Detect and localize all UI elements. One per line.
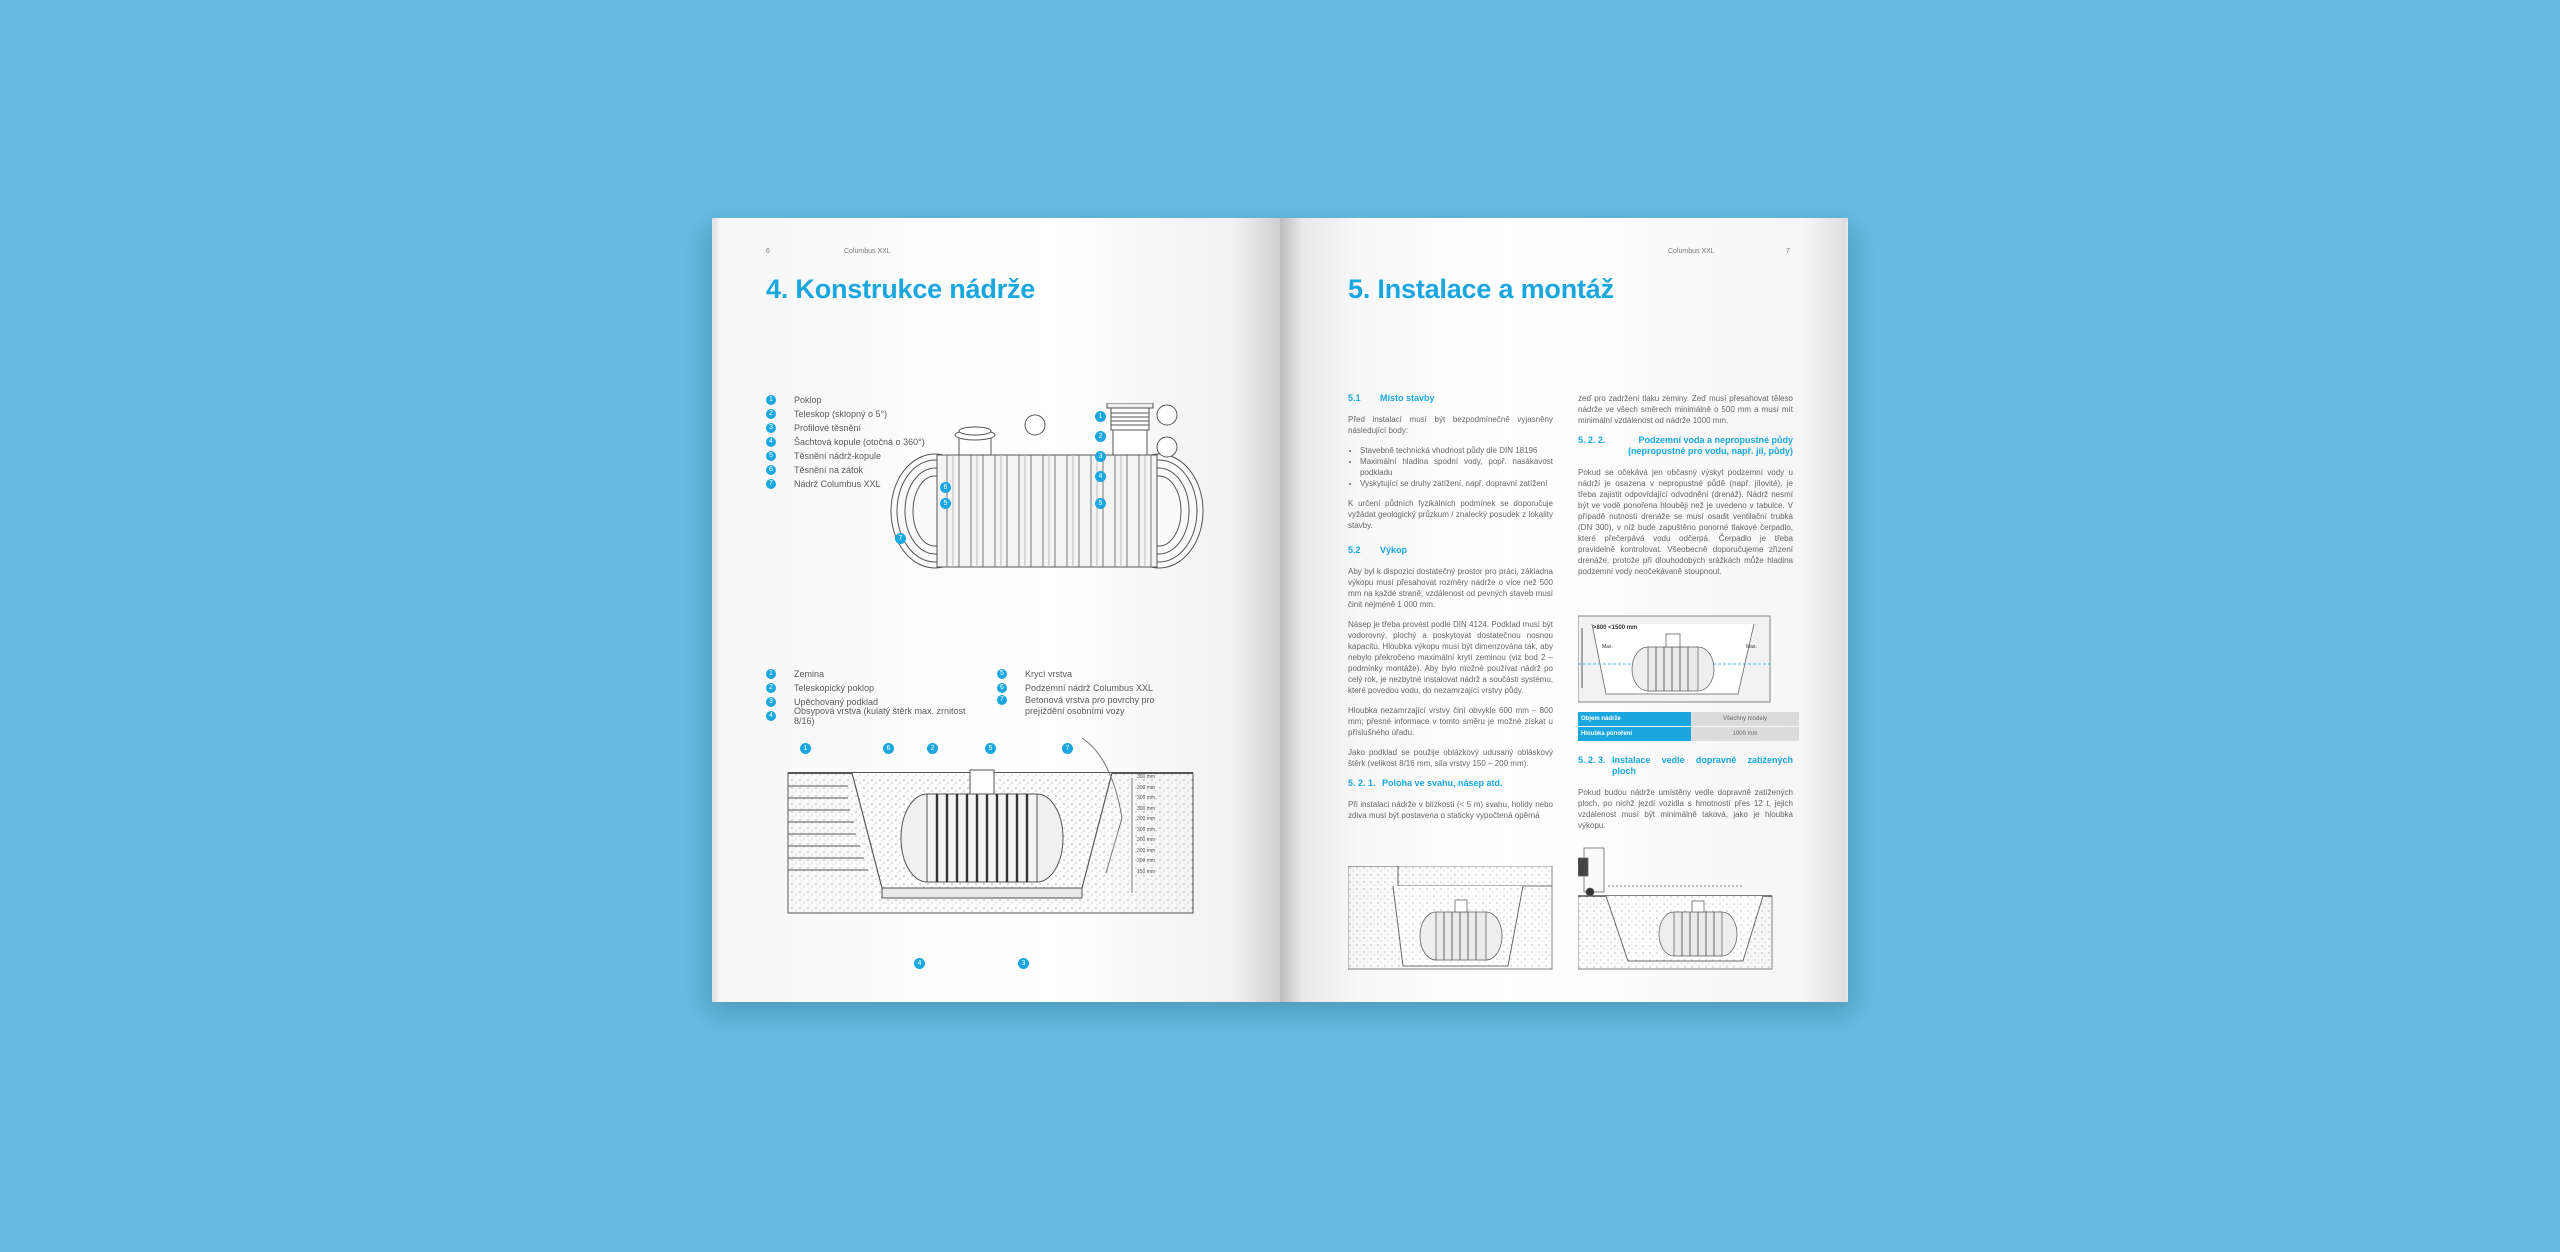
callout-badge: 4	[1095, 471, 1106, 482]
max-label-right: Max.	[1746, 644, 1757, 650]
callout-badge: 3	[1018, 958, 1029, 969]
legend-bottom-left	[766, 667, 986, 726]
callout-badge: 3	[1095, 451, 1106, 462]
number-badge: 4	[766, 711, 776, 721]
open-brochure	[712, 218, 1848, 1002]
immersion-table	[1578, 712, 1799, 741]
paragraph: Hloubka nezamrzající vrstvy činí obvykle 600 mm – 800 mm; přesné informace v tomto směru je možné získat u příslušného úřadu.	[1348, 706, 1553, 737]
running-title: Columbus XXL	[1668, 248, 1715, 255]
number-badge: 1	[766, 395, 776, 405]
legend-item: 7 Betonová vrstva pro povrchy pro prejíždění osobními vozy	[997, 695, 1197, 721]
paragraph: Pokud budou nádrže umístěny vedle dopravně zatížených ploch, po nichž jezdí vozidla s hmotností přes 12 t, jejich vzdálenost musí být minimálně taková, jako je hloubka výkopu.	[1578, 788, 1793, 830]
callout-badge: 7	[1062, 743, 1073, 754]
legend-item: 3 Profilové těsnění	[766, 421, 966, 435]
legend-item: 4 Obsypová vrstva (kulatý štěrk max. zrnitost 8/16)	[766, 709, 986, 723]
number-badge: 7	[766, 479, 776, 489]
section-heading: 5. 2. 1. Poloha ve svahu, násep atd.	[1348, 778, 1503, 788]
number-badge: 4	[766, 437, 776, 447]
max-label-left: Max.	[1602, 644, 1613, 650]
table-row: Hloubka ponoření 1000 mm	[1578, 727, 1799, 741]
legend-item: 5 Těsnění nádrž-kopule	[766, 449, 966, 463]
number-badge: 1	[766, 669, 776, 679]
legend-item: 3 Upěchovaný podklad	[766, 695, 986, 709]
paragraph: Pokud se očekává jen občasný výskyt podzemní vody u nádrží je osazena v nepropustné půdě (např. jílovité), je třeba zajistit odpovídající odvodnění (drenáž). Nádrž nesmí být ve vodě ponořena hlouběji než je uvedeno v tabulce. V případě nutnosti drenáže se musí osadit ventilační trubka (DN 300), v níž bude zapuštěno ponorné tlakové čerpadlo, které přečerpává vodu odčerpá. Čerpadlo je třeba pravidelně kontrolovat. Všeobecně doporučujeme zřízení drenáže, protože při dlouhodobých srážkách může hladina podzemní vody neočekávaně stoupnout.	[1578, 468, 1793, 576]
callout-badge: 7	[895, 533, 906, 544]
bullet-list: • Stavebně technická vhodnost půdy dle DIN 18196 • Maximální hladina spodní vody, popř. nasákavost podkladu • Vyskytující se druhy zatížení, např. dopravní zatížení	[1348, 445, 1553, 489]
tank-drawing	[887, 403, 1207, 583]
paragraph: Jako podklad se použije oblázkový udusaný obláskový štěrk (velikost 8/16 mm, síla vrstvy 150 – 200 mm).	[1348, 748, 1553, 768]
callout-badge: 5	[940, 498, 951, 509]
number-badge: 2	[766, 409, 776, 419]
slope-installation-diagram	[1348, 866, 1553, 970]
text-column-2	[1578, 393, 1793, 586]
legend-item: 6 Těsnění na zátok	[766, 463, 966, 477]
depth-range-label: >800 <1500 mm	[1593, 625, 1638, 631]
legend-item: 2 Teleskop (sklopný o 5°)	[766, 407, 966, 421]
callout-badge: 2	[1095, 431, 1106, 442]
number-badge: 7	[997, 695, 1007, 705]
callout-badge: 6	[883, 743, 894, 754]
number-badge: 6	[997, 683, 1007, 693]
callout-badge: 5	[985, 743, 996, 754]
left-page	[712, 218, 1280, 1002]
page-edge	[1846, 221, 1848, 999]
legend-item: 1 Poklop	[766, 393, 966, 407]
paragraph: Při instalaci nádrže v blízkosti (< 5 m) svahu, holidy nebo zdiva musí být postavena o staticky vypočtená opěrná	[1348, 800, 1553, 820]
section-heading: 5.2 Výkop	[1348, 545, 1408, 555]
paragraph: K určení půdních fyzikálních podmínek se doporučuje vyžádat geologický průzkum / znalecký posudek z lokality stavby.	[1348, 499, 1553, 530]
callout-badge: 4	[914, 958, 925, 969]
page-number: 7	[1786, 248, 1790, 255]
number-badge: 3	[766, 423, 776, 433]
paragraph: zeď pro zadržení tlaku zeminy. Zeď musí přesahovat těleso nádrže ve všech směrech minimálně o 500 mm a musí mít minimální vzdálenost od nádrže 1000 mm.	[1578, 394, 1793, 425]
paragraph: Aby byl k dispozici dostatečný prostor pro práci, základna výkopu musí přesahovat rozměry nádrže o více než 500 mm na každé straně, vzdálenost od pevných staveb musí činit nejméně 1 000 mm.	[1348, 567, 1553, 609]
table-row: Objem nádrže Všechny modely	[1578, 712, 1799, 726]
running-title: Columbus XXL	[844, 248, 891, 255]
section-heading: 5. 2. 2. Podzemní voda a nepropustné půdy (nepropustné pro vodu, např. jíl, půdy)	[1578, 435, 1793, 456]
traffic-area-diagram	[1578, 846, 1773, 970]
legend-item: 5 Krycí vrstva	[997, 667, 1197, 681]
number-badge: 5	[997, 669, 1007, 679]
legend-bottom-right	[997, 667, 1197, 721]
right-page	[1280, 218, 1848, 1002]
legend-item: 6 Podzemní nádrž Columbus XXL	[997, 681, 1197, 695]
depth-dimensions: 300 mm 300 mm 300 mm 300 mm 300 mm 300 mm 300 mm 300 mm 300 mm 150 mm	[1137, 774, 1156, 875]
paragraph: Před instalací musí být bezpodmínečně vyjasněny následující body:	[1348, 415, 1553, 435]
callout-badge: 1	[800, 743, 811, 754]
paragraph: Násep je třeba provést podle DIN 4124. Podklad musí být vodorovný, plochý a poskytovat dostatečnou nosnou kapacitu. Hloubka výkopu musí být dimenzována tak, aby nebylo překročeno maximální krytí zeminou (viz bod 2 – podmínky montáže). Aby bylo možné používat nádrž po celý rok, je nezbytné instalovat nádrž a součásti systému, které povedou vodu, do nezamrzající vrstvy půdy.	[1348, 620, 1553, 695]
legend-item: 1 Zemina	[766, 667, 986, 681]
number-badge: 2	[766, 683, 776, 693]
number-badge: 5	[766, 451, 776, 461]
section-heading: 5.1 Místo stavby	[1348, 393, 1435, 403]
number-badge: 6	[766, 465, 776, 475]
callout-badge: 5	[1095, 498, 1106, 509]
legend-item: 7 Nádrž Columbus XXL	[766, 477, 966, 491]
page-edge	[712, 221, 714, 999]
text-column-2b	[1578, 755, 1793, 840]
section-heading: 5. 2. 3. Instalace vedle dopravně zatížených ploch	[1578, 755, 1793, 776]
number-badge: 3	[766, 697, 776, 707]
page-heading: 4. Konstrukce nádrže	[766, 274, 1036, 304]
legend-item: 4 Šachtová kopule (otočná o 360°)	[766, 435, 966, 449]
legend-item: 2 Teleskopický poklop	[766, 681, 986, 695]
page-heading: 5. Instalace a montáž	[1348, 274, 1614, 304]
callout-badge: 2	[927, 743, 938, 754]
text-column-1	[1348, 393, 1553, 830]
callout-badge: 6	[940, 482, 951, 493]
callout-badge: 1	[1095, 411, 1106, 422]
page-number: 6	[766, 248, 770, 255]
